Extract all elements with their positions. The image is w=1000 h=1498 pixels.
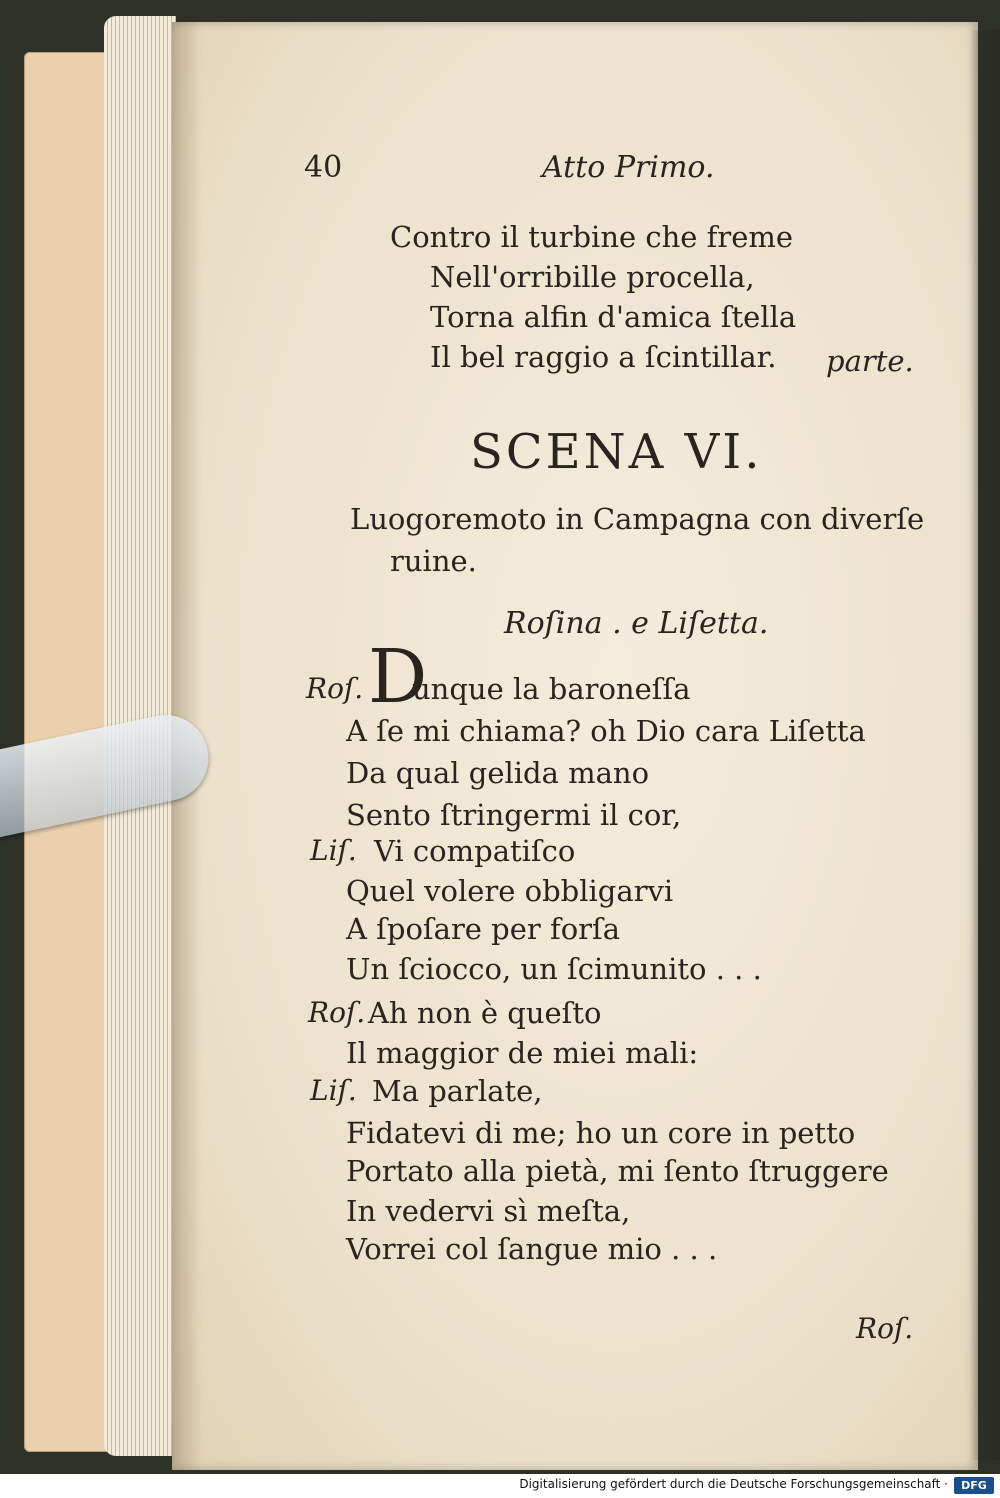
dialogue-line: Vorrei col ſangue mio . . . bbox=[346, 1232, 718, 1266]
dfg-logo: DFG bbox=[954, 1477, 994, 1494]
dialogue-line: A ſe mi chiama? oh Dio cara Liſetta bbox=[346, 714, 866, 748]
dialogue-line: Portato alla pietà, mi ſento ſtruggere bbox=[346, 1154, 889, 1188]
speaker-label: Roſ. bbox=[308, 996, 366, 1029]
verse-line: Il bel raggio a ſcintillar. bbox=[430, 340, 777, 374]
dialogue-line: Ma parlate, bbox=[372, 1074, 543, 1108]
dialogue-line: In vedervi sì meſta, bbox=[346, 1194, 631, 1228]
catchword: Roſ. bbox=[856, 1312, 914, 1345]
characters-line: Roſina . e Liſetta. bbox=[504, 606, 769, 641]
stage-direction-line: ruine. bbox=[390, 544, 477, 578]
stage-direction-line: Luogoremoto in Campagna con diverſe bbox=[350, 502, 925, 536]
speaker-label: Roſ. bbox=[306, 672, 364, 705]
dialogue-line: unque la baroneſſa bbox=[412, 672, 691, 706]
scene-title: SCENA VI. bbox=[470, 424, 763, 480]
footer-credit: Digitalisierung gefördert durch die Deutsche Forschungsgemeinschaft · bbox=[519, 1477, 948, 1491]
dialogue-line: A ſpoſare per forſa bbox=[346, 912, 621, 946]
dialogue-line: Ah non è queſto bbox=[368, 996, 602, 1030]
dialogue-line: Vi compatiſco bbox=[374, 834, 576, 868]
page-number: 40 bbox=[304, 150, 343, 185]
dialogue-line: Un ſciocco, un ſcimunito . . . bbox=[346, 952, 762, 986]
digitization-footer bbox=[0, 1474, 1000, 1498]
dialogue-line: Sento ſtringermi il cor, bbox=[346, 798, 682, 832]
speaker-label: Liſ. bbox=[310, 1074, 357, 1107]
verse-line: Contro il turbine che freme bbox=[390, 220, 794, 254]
verse-line: Torna alfin d'amica ſtella bbox=[430, 300, 797, 334]
dialogue-line: Il maggior de miei mali: bbox=[346, 1036, 699, 1070]
dialogue-line: Quel volere obbligarvi bbox=[346, 874, 674, 908]
dialogue-line: Da qual gelida mano bbox=[346, 756, 650, 790]
dialogue-line: Fidatevi di me; ho un core in petto bbox=[346, 1116, 856, 1150]
exit-direction: parte. bbox=[826, 344, 914, 378]
verse-line: Nell'orribille procella, bbox=[430, 260, 755, 294]
drop-cap: D bbox=[368, 634, 428, 720]
running-title: Atto Primo. bbox=[542, 150, 715, 185]
page-right-shadow bbox=[970, 30, 1000, 1460]
speaker-label: Liſ. bbox=[310, 834, 357, 867]
